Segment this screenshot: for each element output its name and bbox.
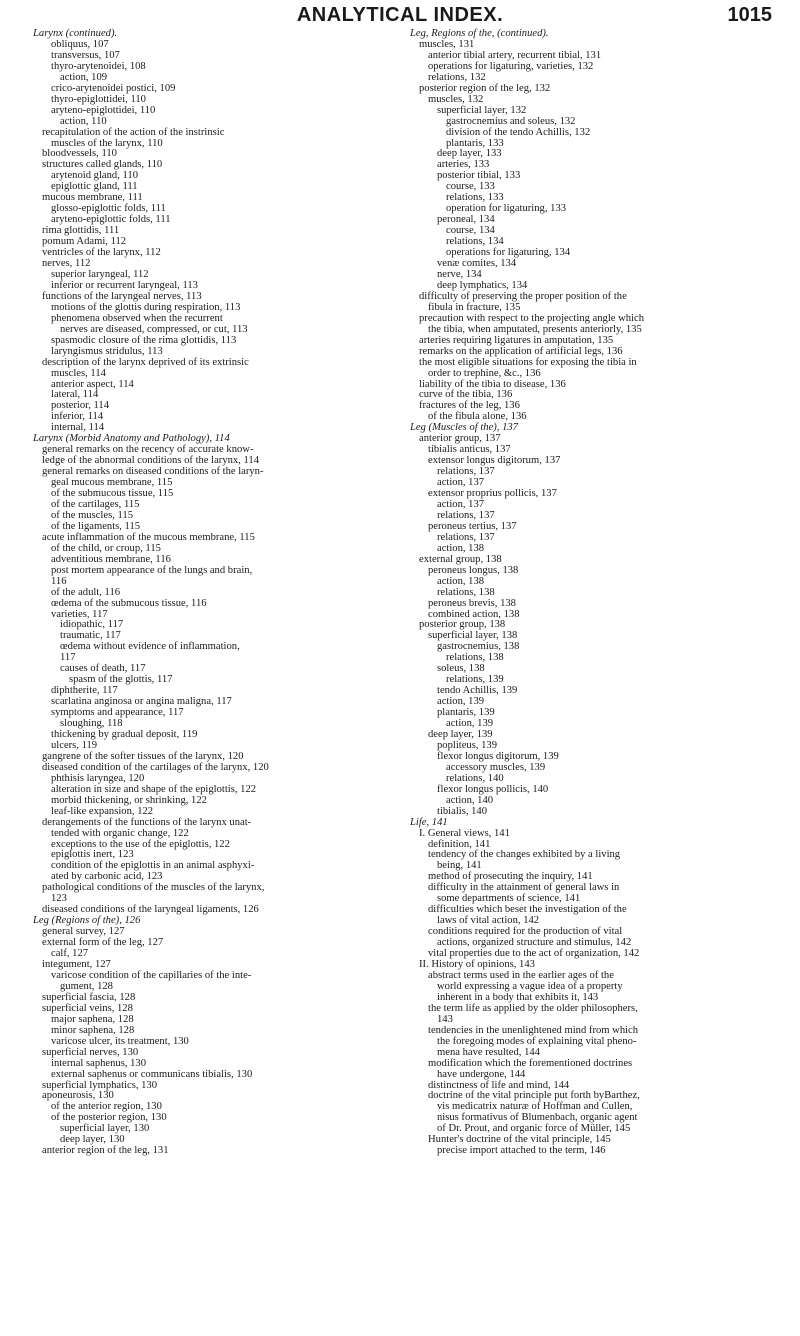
index-entry: muscles, 114 — [51, 367, 106, 379]
index-entry: posterior group, 138 — [419, 619, 506, 631]
index-entry: rima glottidis, 111 — [42, 225, 120, 237]
index-entry: operations for ligaturing, 134 — [446, 247, 571, 259]
index-entry: action, 110 — [60, 115, 107, 127]
index-entry: aponeurosis, 130 — [42, 1090, 114, 1102]
index-entry: peroneus brevis, 138 — [428, 597, 516, 609]
index-entry: general remarks on the recency of accurate know- — [42, 444, 254, 456]
index-entry: peroneus longus, 138 — [428, 564, 519, 576]
index-entry: extensor proprius pollicis, 137 — [428, 488, 557, 500]
index-entry: action, 139 — [437, 696, 485, 708]
index-entry: anterior aspect, 114 — [51, 378, 134, 390]
index-entry: modification which the forementioned doctrines — [428, 1057, 633, 1069]
index-entry: sloughing, 118 — [60, 718, 123, 730]
index-entry: muscles of the larynx, 110 — [51, 137, 163, 149]
index-entry: of the posterior region, 130 — [51, 1112, 167, 1124]
index-entry: mucous membrane, 111 — [42, 192, 143, 204]
index-entry: transversus, 107 — [51, 49, 120, 61]
index-entry: action, 137 — [437, 477, 485, 489]
index-entry: difficulty of preserving the proper position of the — [419, 290, 627, 302]
index-entry: relations, 137 — [437, 509, 495, 521]
index-entry: recapitulation of the action of the instrinsic — [42, 126, 225, 138]
index-entry: glosso-epiglottic folds, 111 — [51, 203, 166, 215]
index-entry: mena have resulted, 144 — [437, 1046, 540, 1058]
index-entry: method of prosecuting the inquiry, 141 — [428, 871, 593, 883]
index-entry: phenomena observed when the recurrent — [51, 312, 223, 324]
index-entry: external saphenus or communicans tibialis, 130 — [51, 1068, 253, 1080]
index-entry: diseased conditions of the laryngeal ligaments, 126 — [42, 904, 259, 916]
index-entry: fibula in fracture, 135 — [428, 301, 521, 313]
index-entry: varicose condition of the capillaries of the inte- — [51, 969, 252, 981]
index-entry: exceptions to the use of the epiglottis, 122 — [51, 838, 230, 850]
index-entry: geal mucous membrane, 115 — [51, 477, 173, 489]
index-entry: œdema without evidence of inflammation, — [60, 641, 240, 653]
index-entry: aryteno-epiglottidei, 110 — [51, 104, 156, 116]
index-entry: precaution with respect to the projecting angle which — [419, 312, 645, 324]
index-entry: tibialis anticus, 137 — [428, 444, 511, 456]
index-entry: traumatic, 117 — [60, 630, 121, 642]
index-entry: arytenoid gland, 110 — [51, 170, 138, 182]
index-entry: some departments of science, 141 — [437, 893, 581, 905]
index-entry: nisus formativus of Blumenbach, organic agent — [437, 1112, 638, 1124]
index-entry: epiglottis inert, 123 — [51, 849, 134, 861]
index-entry: posterior tibial, 133 — [437, 170, 521, 182]
index-entry: ulcers, 119 — [51, 739, 98, 751]
index-entry: accessory muscles, 139 — [446, 761, 546, 773]
index-entry: course, 134 — [446, 225, 495, 237]
index-entry: difficulty in the attainment of general laws in — [428, 882, 620, 894]
index-entry: I. General views, 141 — [419, 827, 510, 839]
index-entry: muscles, 131 — [419, 38, 475, 50]
index-entry: Hunter's doctrine of the vital principle, 145 — [428, 1134, 611, 1146]
index-entry: relations, 134 — [446, 236, 504, 248]
index-entry: deep layer, 130 — [60, 1134, 125, 1146]
index-entry: the most eligible situations for exposing the tibia in — [419, 356, 637, 368]
index-entry: tendencies in the unenlightened mind from which — [428, 1024, 639, 1036]
index-entry: liability of the tibia to disease, 136 — [419, 378, 566, 390]
index-entry: external form of the leg, 127 — [42, 937, 164, 949]
index-entry: the foregoing modes of explaining vital pheno- — [437, 1035, 637, 1047]
index-entry: description of the larynx deprived of its extrinsic — [42, 356, 249, 368]
index-entry: spasm of the glottis, 117 — [69, 674, 173, 686]
index-entry: of the child, or croup, 115 — [51, 542, 161, 554]
index-entry: phthisis laryngea, 120 — [51, 772, 145, 784]
index-entry: laryngismus stridulus, 113 — [51, 345, 163, 357]
index-entry: operations for ligaturing, varieties, 132 — [428, 60, 594, 72]
index-entry: symptoms and appearance, 117 — [51, 707, 184, 719]
index-entry: spasmodic closure of the rima glottidis, 113 — [51, 334, 237, 346]
index-entry: integument, 127 — [42, 959, 111, 971]
index-entry: difficulties which beset the investigation of the — [428, 904, 627, 916]
index-entry: leaf-like expansion, 122 — [51, 805, 154, 817]
index-entry: crico-arytenoidei postici, 109 — [51, 82, 176, 94]
index-entry: combined action, 138 — [428, 608, 520, 620]
index-entry: of the adult, 116 — [51, 586, 121, 598]
index-entry: bloodvessels, 110 — [42, 148, 117, 160]
index-entry: gastrocnemius, 138 — [437, 641, 520, 653]
index-entry: relations, 140 — [446, 772, 504, 784]
index-entry: laws of vital action, 142 — [437, 915, 540, 927]
index-entry: pomum Adami, 112 — [42, 236, 127, 248]
index-entry: scarlatina anginosa or angina maligna, 117 — [51, 696, 232, 708]
index-entry: the tibia, when amputated, presents anteriorly, 135 — [428, 323, 642, 335]
index-entry: relations, 132 — [428, 71, 486, 83]
index-entry: relations, 133 — [446, 192, 504, 204]
index-heading: Leg (Regions of the), 126 — [33, 915, 141, 927]
index-entry: have undergone, 144 — [437, 1068, 526, 1080]
index-entry: nerves, 112 — [42, 258, 91, 270]
index-entry: abstract terms used in the earlier ages of the — [428, 969, 614, 981]
index-entry: superior laryngeal, 112 — [51, 268, 149, 280]
index-entry: 117 — [60, 652, 76, 664]
index-entry: curve of the tibia, 136 — [419, 389, 513, 401]
index-entry: action, 138 — [437, 575, 485, 587]
index-entry: of Dr. Prout, and organic force of Müller, 145 — [437, 1123, 631, 1135]
index-entry: superficial nerves, 130 — [42, 1046, 139, 1058]
index-entry: order to trephine, &c., 136 — [428, 367, 541, 379]
index-entry: tendo Achillis, 139 — [437, 685, 518, 697]
index-entry: superficial veins, 128 — [42, 1002, 133, 1014]
index-entry: of the cartilages, 115 — [51, 498, 140, 510]
index-entry: doctrine of the vital principle put forth byBarthez, — [428, 1090, 640, 1102]
index-entry: œdema of the submucous tissue, 116 — [51, 597, 207, 609]
index-heading: Larynx (continued). — [33, 28, 118, 39]
index-entry: 143 — [437, 1013, 453, 1025]
index-entry: action, 137 — [437, 498, 485, 510]
index-entry: major saphena, 128 — [51, 1013, 134, 1025]
index-entry: superficial fascia, 128 — [42, 991, 136, 1003]
index-entry: derangements of the functions of the larynx unat- — [42, 816, 252, 828]
index-entry: venæ comites, 134 — [437, 258, 517, 270]
index-entry: anterior tibial artery, recurrent tibial, 131 — [428, 49, 602, 61]
index-entry: relations, 137 — [437, 466, 495, 478]
index-entry: action, 138 — [437, 542, 485, 554]
page-number: 1015 — [727, 4, 772, 26]
index-entry: soleus, 138 — [437, 663, 485, 675]
index-entry: idiopathic, 117 — [60, 619, 124, 631]
index-heading: Leg, Regions of the, (continued). — [410, 28, 549, 39]
index-entry: of the ligaments, 115 — [51, 520, 141, 532]
index-entry: world expressing a vague idea of a property — [437, 980, 623, 992]
index-entry: thickening by gradual deposit, 119 — [51, 729, 198, 740]
index-entry: post mortem appearance of the lungs and brain, — [51, 564, 253, 576]
index-entry: alteration in size and shape of the epiglottis, 122 — [51, 783, 257, 795]
index-entry: lateral, 114 — [51, 389, 99, 401]
index-heading: Life, 141 — [410, 816, 448, 828]
index-entry: of the submucous tissue, 115 — [51, 488, 174, 500]
index-entry: posterior region of the leg, 132 — [419, 82, 551, 94]
index-entry: inherent in a body that exhibits it, 143 — [437, 991, 599, 1003]
index-entry: gastrocnemius and soleus, 132 — [446, 115, 576, 127]
index-entry: ledge of the abnormal conditions of the larynx, 114 — [42, 455, 260, 467]
index-entry: relations, 137 — [437, 531, 495, 543]
index-entry: diphtherite, 117 — [51, 685, 118, 697]
index-entry: deep layer, 133 — [437, 148, 502, 160]
index-entry: distinctness of life and mind, 144 — [428, 1079, 570, 1091]
index-entry: thyro-arytenoidei, 108 — [51, 60, 146, 72]
index-entry: II. History of opinions, 143 — [419, 959, 535, 971]
index-entry: obliquus, 107 — [51, 38, 109, 50]
index-entry: epiglottic gland, 111 — [51, 181, 138, 193]
index-entry: varicose ulcer, its treatment, 130 — [51, 1035, 189, 1047]
index-entry: remarks on the application of artificial legs, 136 — [419, 345, 623, 357]
index-entry: flexor longus digitorum, 139 — [437, 750, 559, 762]
index-entry: adventitious membrane, 116 — [51, 553, 171, 565]
index-entry: conditions required for the production of vital — [428, 926, 623, 938]
index-entry: nerve, 134 — [437, 268, 482, 280]
index-entry: posterior, 114 — [51, 400, 110, 412]
index-entry: causes of death, 117 — [60, 663, 146, 675]
index-entry: precise import attached to the term, 146 — [437, 1145, 606, 1157]
index-entry: extensor longus digitorum, 137 — [428, 455, 561, 467]
index-entry: relations, 138 — [446, 652, 504, 664]
index-entry: muscles, 132 — [428, 93, 484, 105]
index-entry: inferior, 114 — [51, 411, 104, 423]
index-entry: fractures of the leg, 136 — [419, 400, 520, 412]
index-entry: aryteno-epiglottic folds, 111 — [51, 214, 171, 226]
index-entry: plantaris, 139 — [437, 707, 495, 719]
index-entry: functions of the laryngeal nerves, 113 — [42, 290, 202, 302]
index-entry: motions of the glottis during respiration, 113 — [51, 301, 241, 313]
index-entry: 123 — [51, 893, 67, 905]
index-entry: action, 109 — [60, 71, 108, 83]
index-entry: pathological conditions of the muscles of the larynx, — [42, 882, 265, 894]
index-entry: action, 139 — [446, 718, 494, 730]
index-entry: plantaris, 133 — [446, 137, 504, 149]
index-entry: gument, 128 — [60, 980, 113, 992]
index-entry: of the fibula alone, 136 — [428, 411, 527, 423]
index-heading: Leg (Muscles of the), 137 — [410, 422, 518, 434]
index-entry: ventricles of the larynx, 112 — [42, 247, 161, 259]
index-entry: 116 — [51, 575, 67, 587]
index-entry: tendency of the changes exhibited by a living — [428, 849, 621, 861]
index-entry: peroneus tertius, 137 — [428, 520, 517, 532]
index-entry: deep layer, 139 — [428, 729, 493, 740]
index-entry: diseased condition of the cartilages of the larynx, 120 — [42, 761, 269, 773]
index-entry: minor saphena, 128 — [51, 1024, 135, 1036]
index-entry: internal, 114 — [51, 422, 105, 434]
index-entry: internal saphenus, 130 — [51, 1057, 147, 1069]
index-entry: varieties, 117 — [51, 608, 108, 620]
index-entry: vital properties due to the act of organization, 142 — [428, 948, 640, 960]
index-entry: nerves are diseased, compressed, or cut, 113 — [60, 323, 248, 335]
index-entry: tibialis, 140 — [437, 805, 488, 817]
index-entry: arteries requiring ligatures in amputation, 135 — [419, 334, 614, 346]
index-entry: structures called glands, 110 — [42, 159, 163, 171]
page-title: ANALYTICAL INDEX. — [296, 4, 504, 26]
index-entry: superficial lymphatics, 130 — [42, 1079, 158, 1091]
index-entry: of the anterior region, 130 — [51, 1101, 162, 1113]
index-entry: division of the tendo Achillis, 132 — [446, 126, 591, 138]
index-entry: popliteus, 139 — [437, 739, 498, 751]
index-entry: tended with organic change, 122 — [51, 827, 189, 839]
index-entry: deep lymphatics, 134 — [437, 279, 528, 291]
index-entry: action, 140 — [446, 794, 494, 806]
index-entry: general survey, 127 — [42, 926, 125, 938]
index-entry: thyro-epiglottidei, 110 — [51, 93, 146, 105]
index-entry: inferior or recurrent laryngeal, 113 — [51, 279, 198, 291]
index-entry: course, 133 — [446, 181, 495, 193]
index-entry: superficial layer, 138 — [428, 630, 518, 642]
index-entry: vis medicatrix naturæ of Hoffman and Cullen, — [437, 1101, 633, 1113]
index-entry: general remarks on diseased conditions of the laryn- — [42, 466, 264, 478]
index-entry: flexor longus pollicis, 140 — [437, 783, 549, 795]
index-entry: the term life as applied by the older philosophers, — [428, 1002, 638, 1014]
index-entry: calf, 127 — [51, 948, 89, 960]
index-entry: external group, 138 — [419, 553, 502, 565]
index-entry: anterior region of the leg, 131 — [42, 1145, 169, 1157]
index-entry: operation for ligaturing, 133 — [446, 203, 567, 215]
index-entry: relations, 139 — [446, 674, 504, 686]
index-entry: definition, 141 — [428, 838, 491, 850]
index-entry: anterior group, 137 — [419, 433, 501, 445]
index-entry: actions, organized structure and stimulus, 142 — [437, 937, 632, 949]
index-entry: being, 141 — [437, 860, 482, 872]
index-entry: relations, 138 — [437, 586, 495, 598]
index-entry: superficial layer, 132 — [437, 104, 527, 116]
index-entry: of the muscles, 115 — [51, 509, 133, 521]
index-entry: superficial layer, 130 — [60, 1123, 150, 1135]
index-entry: peroneal, 134 — [437, 214, 495, 226]
index-entry: arteries, 133 — [437, 159, 490, 171]
index-entry: acute inflammation of the mucous membrane, 115 — [42, 531, 255, 543]
index-heading: Larynx (Morbid Anatomy and Pathology), 114 — [33, 433, 230, 445]
index-entry: condition of the epiglottis in an animal asphyxi- — [51, 860, 255, 872]
index-entry: ated by carbonic acid, 123 — [51, 871, 163, 883]
right-column — [410, 29, 778, 1157]
left-column — [33, 29, 401, 1157]
index-entry: gangrene of the softer tissues of the larynx, 120 — [42, 750, 244, 762]
index-entry: morbid thickening, or shrinking, 122 — [51, 794, 207, 806]
